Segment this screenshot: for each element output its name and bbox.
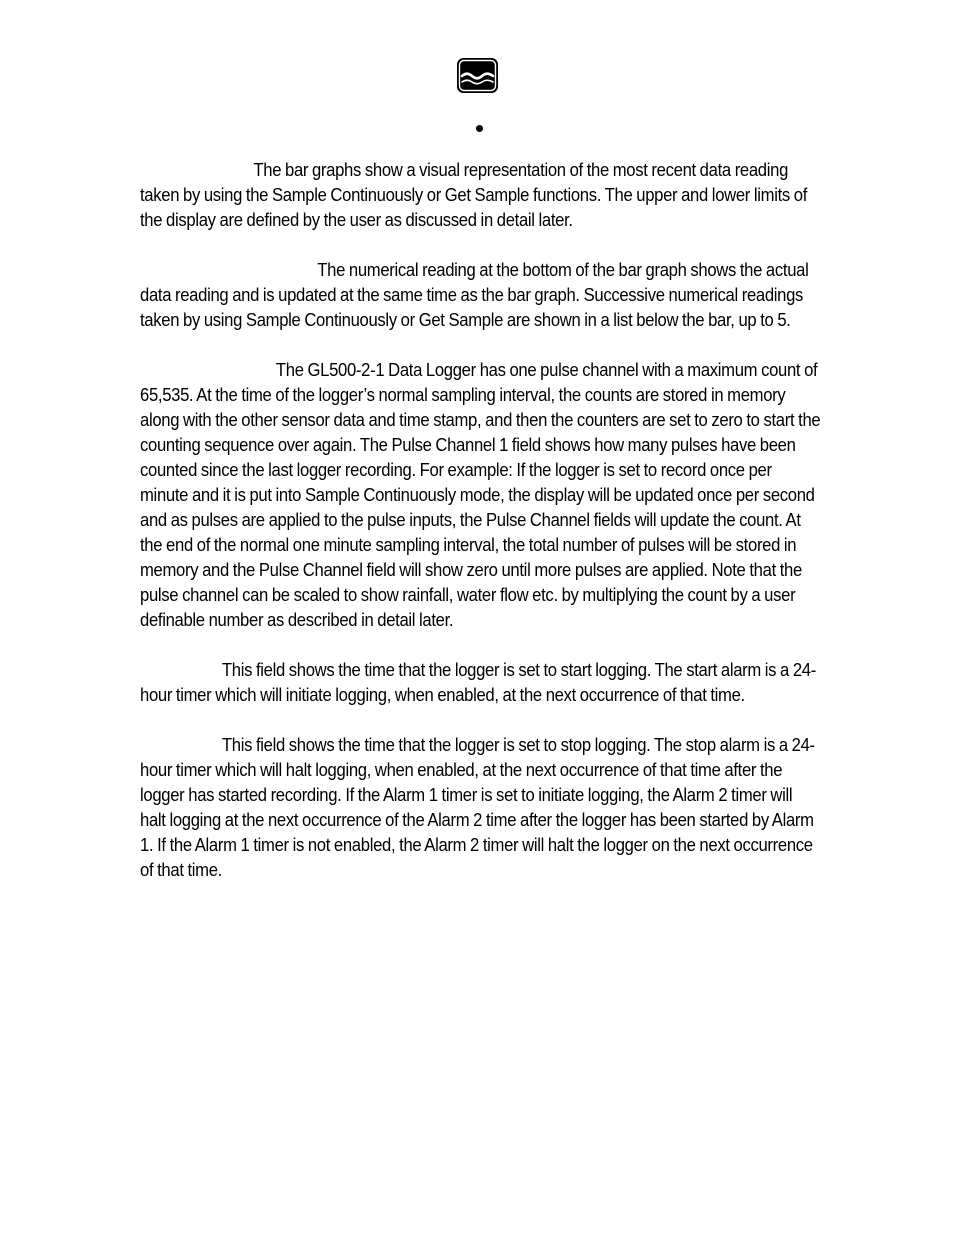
bullet-marker <box>476 125 483 132</box>
numerical-reading-paragraph <box>140 257 820 332</box>
alarm-1-paragraph <box>140 657 820 707</box>
alarm-2-text: This field shows the time that the logger is set to stop logging. The stop alarm is a 24-hour timer which will halt logging, when enabled, at the next occurrence of that time after the logger has started recording. If the Alarm 1 timer is set to initiate logging, the Alarm 2 timer will halt logging at the next occurrence of the Alarm 2 time after the logger has been started by Alarm 1. If the Alarm 1 timer is not enabled, the Alarm 2 timer will halt the logger on the next occurrence of that time. <box>140 734 815 880</box>
document-body <box>140 157 820 907</box>
pulse-channel-paragraph <box>140 357 820 632</box>
numerical-reading-text: The numerical reading at the bottom of the bar graph shows the actual data reading and is updated at the same time as the bar graph. Successive numerical readings taken by using Sample Continuously or Get Sample are shown in a list below the bar, up to 5. <box>140 259 809 330</box>
bar-graph-paragraph <box>140 157 820 232</box>
water-wave-logo-icon <box>456 57 499 94</box>
pulse-channel-text: The GL500-2-1 Data Logger has one pulse channel with a maximum count of 65,535. At the time of the logger’s normal sampling interval, the counts are stored in memory along with the other sensor data and time stamp, and then the counters are set to zero to start the counting sequence over again. The Pulse Channel 1 field shows how many pulses have been counted since the last logger recording. For example: If the logger is set to record once per minute and it is put into Sample Continuously mode, the display will be updated once per second and as pulses are applied to the pulse inputs, the Pulse Channel fields will update the count. At the end of the normal one minute sampling interval, the total number of pulses will be stored in memory and the Pulse Channel field will show zero until more pulses are applied. Note that the pulse channel can be scaled to show rainfall, water flow etc. by multiplying the count by a user definable number as described in detail later. <box>140 359 821 630</box>
alarm-1-text: This field shows the time that the logger is set to start logging. The start alarm is a 24-hour timer which will initiate logging, when enabled, at the next occurrence of that time. <box>140 659 816 705</box>
alarm-2-paragraph <box>140 732 820 882</box>
bar-graph-text: The bar graphs show a visual representation of the most recent data reading taken by using the Sample Continuously or Get Sample functions. The upper and lower limits of the display are defined by the user as discussed in detail later. <box>140 159 808 230</box>
